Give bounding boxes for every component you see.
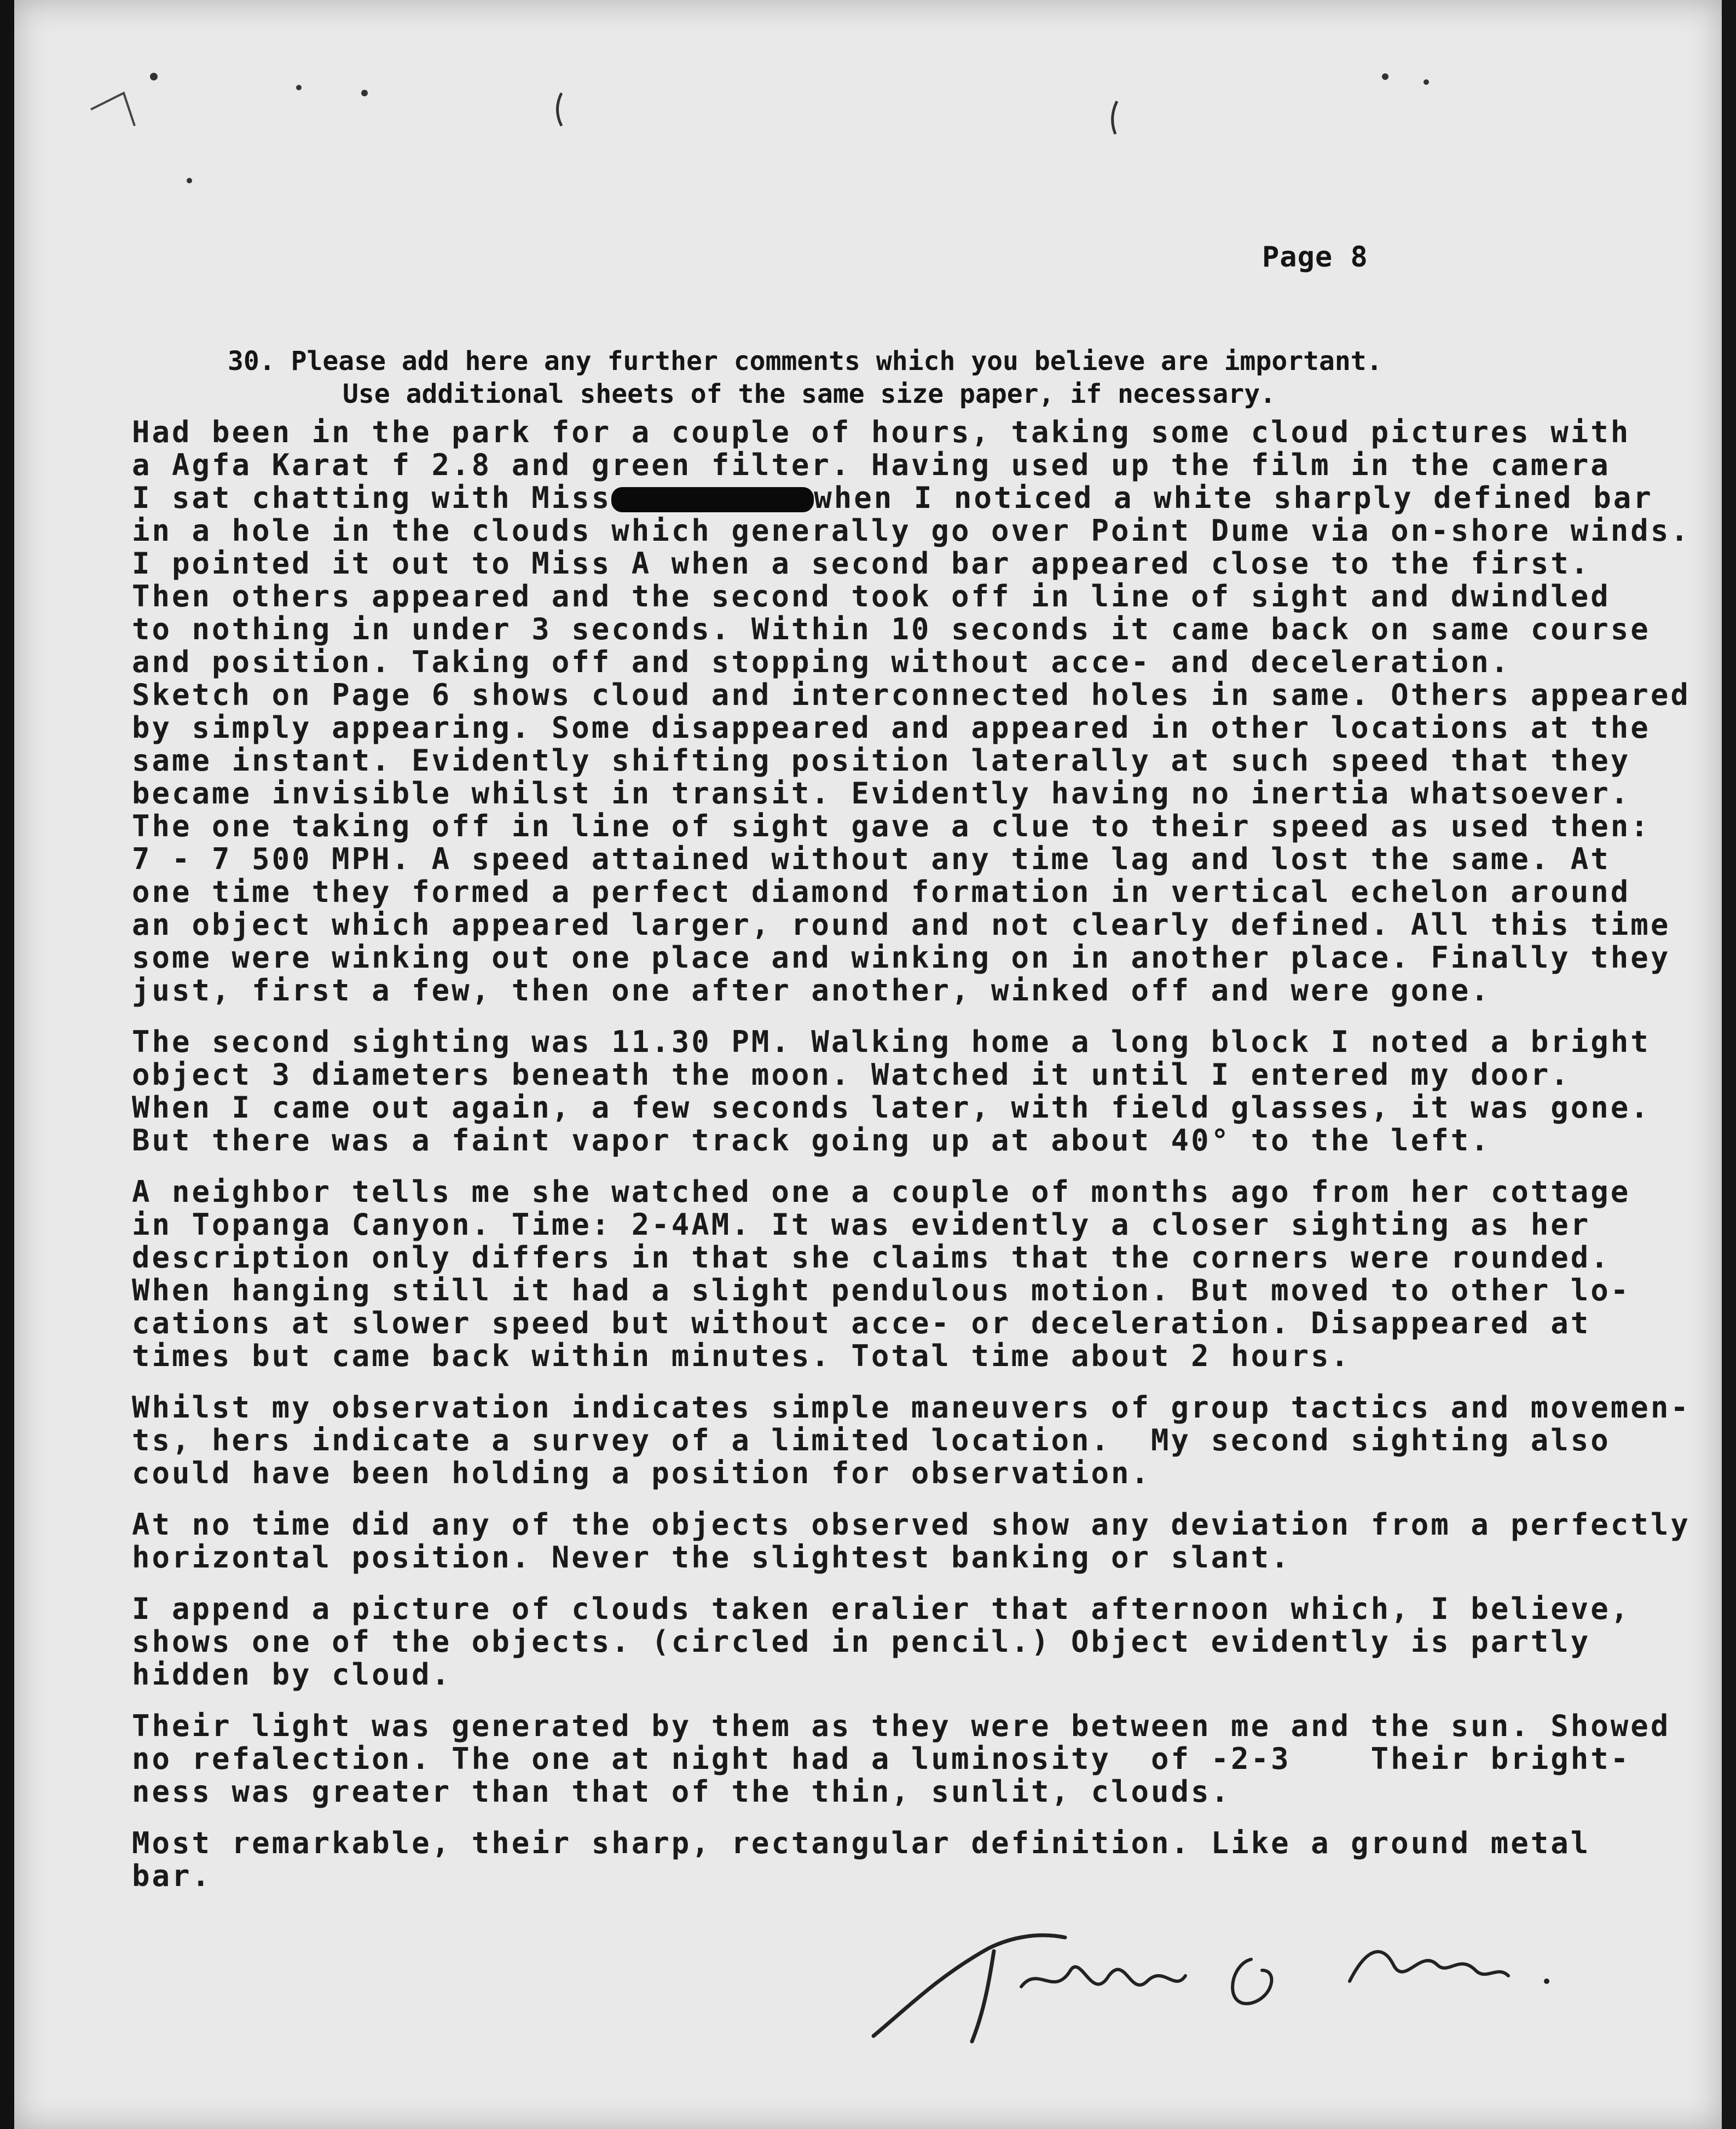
text-line: object 3 diameters beneath the moon. Watched it until I entered my door. [132,1057,1571,1092]
text-line: to nothing in under 3 seconds. Within 10 seconds it came back on same course [132,612,1651,646]
paragraph [132,1710,1730,1808]
text-line: by simply appearing. Some disappeared and appeared in other locations at the [132,710,1651,745]
page-number: Page 8 [1262,241,1368,274]
text-line: But there was a faint vapor track going up at about 40° to the left. [132,1123,1491,1158]
text-line: When I came out again, a few seconds later, with field glasses, it was gone. [132,1090,1651,1125]
text-line: and position. Taking off and stopping without acce- and deceleration. [132,645,1511,679]
handwritten-signature [857,1899,1678,2063]
text-line: no refalection. The one at night had a luminosity of -2-3 Their bright- [132,1742,1631,1776]
text-line: in Topanga Canyon. Time: 2-4AM. It was evidently a closer sighting as her [132,1207,1591,1242]
text-line: an object which appeared larger, round and not clearly defined. All this time [132,907,1671,942]
text-line: bar. [132,1859,212,1893]
paragraph [132,1508,1730,1574]
text-line: When hanging still it had a slight pendulous motion. But moved to other lo- [132,1273,1631,1308]
text-line: times but came back within minutes. Total time about 2 hours. [132,1339,1351,1373]
text-line: I pointed it out to Miss A when a second bar appeared close to the first. [132,546,1591,581]
question-30 [228,345,1596,410]
text-line: just, first a few, then one after another, winked off and were gone. [132,973,1491,1008]
text-line: Then others appeared and the second took off in line of sight and dwindled [132,579,1611,614]
text-line: The second sighting was 11.30 PM. Walking home a long block I noted a bright [132,1025,1651,1059]
text-line: I sat chatting with Miss when I noticed a white sharply defined bar [132,481,1653,515]
text-line: hidden by cloud. [132,1657,452,1692]
scan-artifacts [14,0,1722,230]
text-line: Whilst my observation indicates simple maneuvers of group tactics and movemen- [132,1390,1691,1425]
scan-border [1722,0,1736,2129]
text-line: 7 - 7 500 MPH. A speed attained without any time lag and lost the same. At [132,842,1611,876]
text-line: At no time did any of the objects observed show any deviation from a perfectly [132,1507,1691,1542]
paragraph [132,1176,1730,1373]
question-line-2: Use additional sheets of the same size paper, if necessary. [343,379,1276,409]
paragraph [132,1026,1730,1157]
redaction-bar [611,487,814,512]
text-line: Sketch on Page 6 shows cloud and interconnected holes in same. Others appeared [132,678,1691,712]
question-line-1 [228,345,1596,378]
paragraph [132,1593,1730,1691]
text-line: Had been in the park for a couple of hours, taking some cloud pictures with [132,415,1631,449]
paragraph [132,1391,1730,1490]
text-line: Most remarkable, their sharp, rectangular definition. Like a ground metal [132,1826,1591,1860]
paragraph [132,416,1730,1007]
text-line: a Agfa Karat f 2.8 and green filter. Having used up the film in the camera [132,448,1611,482]
text-line: ness was greater than that of the thin, sunlit, clouds. [132,1774,1231,1809]
redacted-line-tail: when I noticed a white sharply defined bar [814,481,1653,515]
question-number: 30. [228,346,275,377]
typed-comments [132,416,1730,1911]
stray-marks [14,0,1722,238]
text-line: ts, hers indicate a survey of a limited location. My second sighting also [132,1423,1611,1457]
text-line: some were winking out one place and winking on in another place. Finally they [132,940,1671,975]
document-page [14,0,1722,2129]
text-line: became invisible whilst in transit. Evidently having no inertia whatsoever. [132,776,1631,811]
text-line: horizontal position. Never the slightest banking or slant. [132,1540,1291,1575]
text-line: in a hole in the clouds which generally go over Point Dume via on-shore winds. [132,513,1691,548]
text-line: The one taking off in line of sight gave a clue to their speed as used then: [132,809,1651,843]
text-line: shows one of the objects. (circled in pencil.) Object evidently is partly [132,1624,1591,1659]
text-line: same instant. Evidently shifting position laterally at such speed that they [132,743,1631,778]
question-text: Please add here any further comments which you believe are important. [291,346,1382,377]
paragraph [132,1827,1730,1893]
text-line: cations at slower speed but without acce- or deceleration. Disappeared at [132,1306,1591,1340]
text-line: I append a picture of clouds taken eralier that afternoon which, I believe, [132,1592,1631,1626]
text-line: one time they formed a perfect diamond formation in vertical echelon around [132,875,1631,909]
text-line: Their light was generated by them as they were between me and the sun. Showed [132,1709,1671,1743]
text-line: A neighbor tells me she watched one a couple of months ago from her cottage [132,1175,1631,1209]
text-line: could have been holding a position for observation. [132,1456,1151,1490]
text-line: description only differs in that she claims that the corners were rounded. [132,1240,1611,1275]
